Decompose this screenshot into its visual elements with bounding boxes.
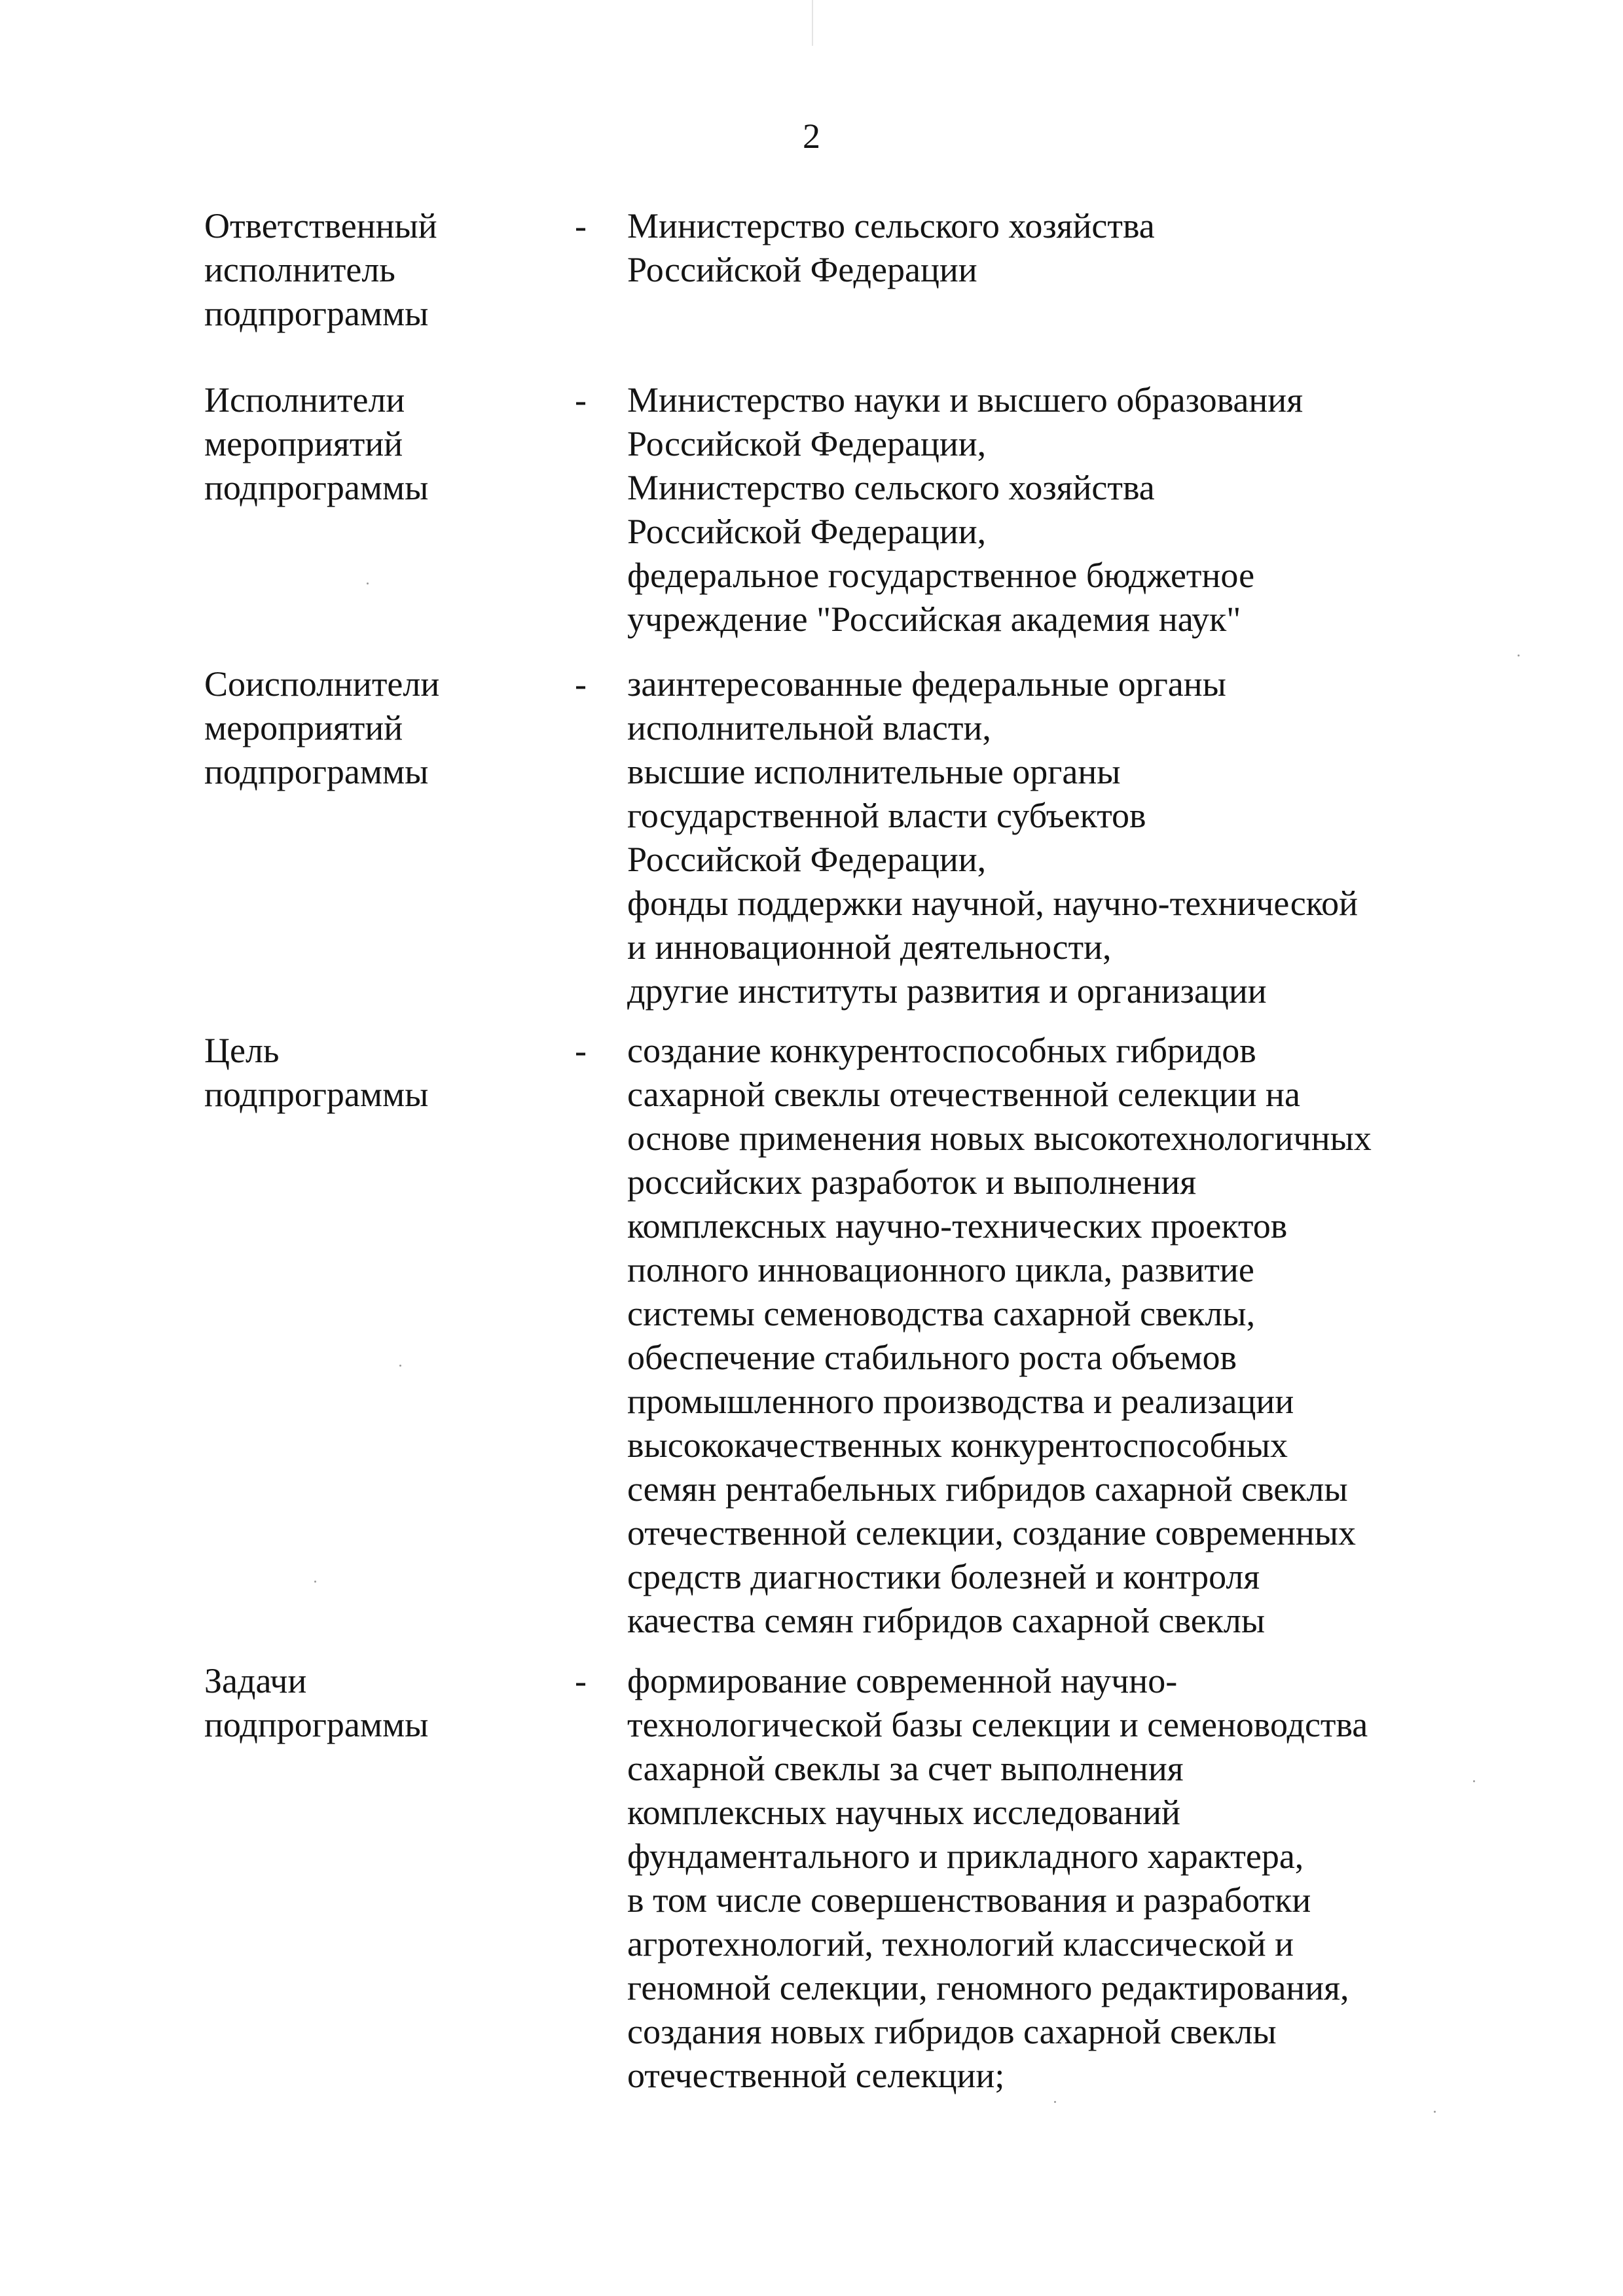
row-dash: - <box>575 1031 587 1070</box>
row-dash: - <box>575 1661 587 1700</box>
value-line: основе применения новых высокотехнологичных <box>627 1119 1372 1158</box>
row-value <box>627 204 1498 292</box>
row-value <box>627 1659 1498 2098</box>
value-line: российских разработок и выполнения <box>627 1162 1197 1202</box>
value-line: технологической базы селекции и семеноводства <box>627 1705 1368 1744</box>
value-line: семян рентабельных гибридов сахарной свеклы <box>627 1469 1348 1509</box>
scan-speck <box>314 1581 316 1583</box>
scan-speck <box>1054 2101 1056 2103</box>
row-label <box>204 204 571 336</box>
value-line: полного инновационного цикла, развитие <box>627 1250 1254 1289</box>
row-dash: - <box>575 206 587 245</box>
value-line: агротехнологий, технологий классической и <box>627 1924 1294 1964</box>
value-line: другие институты развития и организации <box>627 971 1267 1011</box>
row-label <box>204 662 571 794</box>
label-line: подпрограммы <box>204 752 429 791</box>
value-line: создания новых гибридов сахарной свеклы <box>627 2012 1277 2051</box>
value-line: учреждение "Российская академия наук" <box>627 600 1241 639</box>
row-label <box>204 1659 571 1747</box>
row-dash: - <box>575 664 587 704</box>
value-line: формирование современной научно- <box>627 1661 1178 1700</box>
label-line: мероприятий <box>204 424 403 463</box>
scan-speck <box>1518 655 1520 656</box>
value-line: государственной власти субъектов <box>627 796 1146 835</box>
value-line: качества семян гибридов сахарной свеклы <box>627 1601 1266 1640</box>
scan-speck <box>1434 2111 1436 2113</box>
row-value <box>627 378 1498 641</box>
row-value <box>627 662 1498 1013</box>
value-line: в том числе совершенствования и разработки <box>627 1880 1311 1920</box>
value-line: Министерство сельского хозяйства <box>627 468 1155 507</box>
label-line: Задачи <box>204 1661 307 1700</box>
value-line: заинтересованные федеральные органы <box>627 664 1226 704</box>
label-line: Исполнители <box>204 380 405 420</box>
label-line: подпрограммы <box>204 294 429 333</box>
value-line: и инновационной деятельности, <box>627 927 1112 967</box>
value-line: Министерство науки и высшего образования <box>627 380 1304 420</box>
row-dash: - <box>575 380 587 420</box>
scan-speck <box>399 1365 401 1367</box>
value-line: Российской Федерации, <box>627 840 987 879</box>
row-label <box>204 378 571 510</box>
label-line: мероприятий <box>204 708 403 747</box>
value-line: Российской Федерации, <box>627 512 987 551</box>
value-line: отечественной селекции, создание современных <box>627 1513 1357 1552</box>
page-number: 2 <box>803 117 820 156</box>
value-line: сахарной свеклы отечественной селекции на <box>627 1075 1300 1114</box>
label-line: подпрограммы <box>204 1075 429 1114</box>
label-line: исполнитель <box>204 250 395 289</box>
label-line: подпрограммы <box>204 468 429 507</box>
value-line: системы семеноводства сахарной свеклы, <box>627 1294 1256 1333</box>
value-line: Российской Федерации, <box>627 424 987 463</box>
row-value <box>627 1029 1498 1643</box>
label-line: Ответственный <box>204 206 437 245</box>
value-line: сахарной свеклы за счет выполнения <box>627 1749 1184 1788</box>
value-line: высококачественных конкурентоспособных <box>627 1426 1288 1465</box>
value-line: геномной селекции, геномного редактирования, <box>627 1968 1349 2007</box>
value-line: создание конкурентоспособных гибридов <box>627 1031 1256 1070</box>
scan-speck <box>367 583 369 584</box>
label-line: подпрограммы <box>204 1705 429 1744</box>
value-line: комплексных научно-технических проектов <box>627 1206 1288 1246</box>
value-line: отечественной селекции; <box>627 2056 1005 2095</box>
value-line: комплексных научных исследований <box>627 1793 1180 1832</box>
scan-artifact-line <box>812 0 813 46</box>
label-line: Соисполнители <box>204 664 440 704</box>
value-line: фонды поддержки научной, научно-технической <box>627 884 1359 923</box>
value-line: средств диагностики болезней и контроля <box>627 1557 1260 1596</box>
value-line: высшие исполнительные органы <box>627 752 1121 791</box>
value-line: федеральное государственное бюджетное <box>627 556 1255 595</box>
value-line: промышленного производства и реализации <box>627 1382 1294 1421</box>
row-label <box>204 1029 571 1117</box>
label-line: Цель <box>204 1031 280 1070</box>
value-line: Российской Федерации <box>627 250 977 289</box>
value-line: Министерство сельского хозяйства <box>627 206 1155 245</box>
value-line: исполнительной власти, <box>627 708 991 747</box>
value-line: обеспечение стабильного роста объемов <box>627 1338 1237 1377</box>
value-line: фундаментального и прикладного характера, <box>627 1837 1304 1876</box>
